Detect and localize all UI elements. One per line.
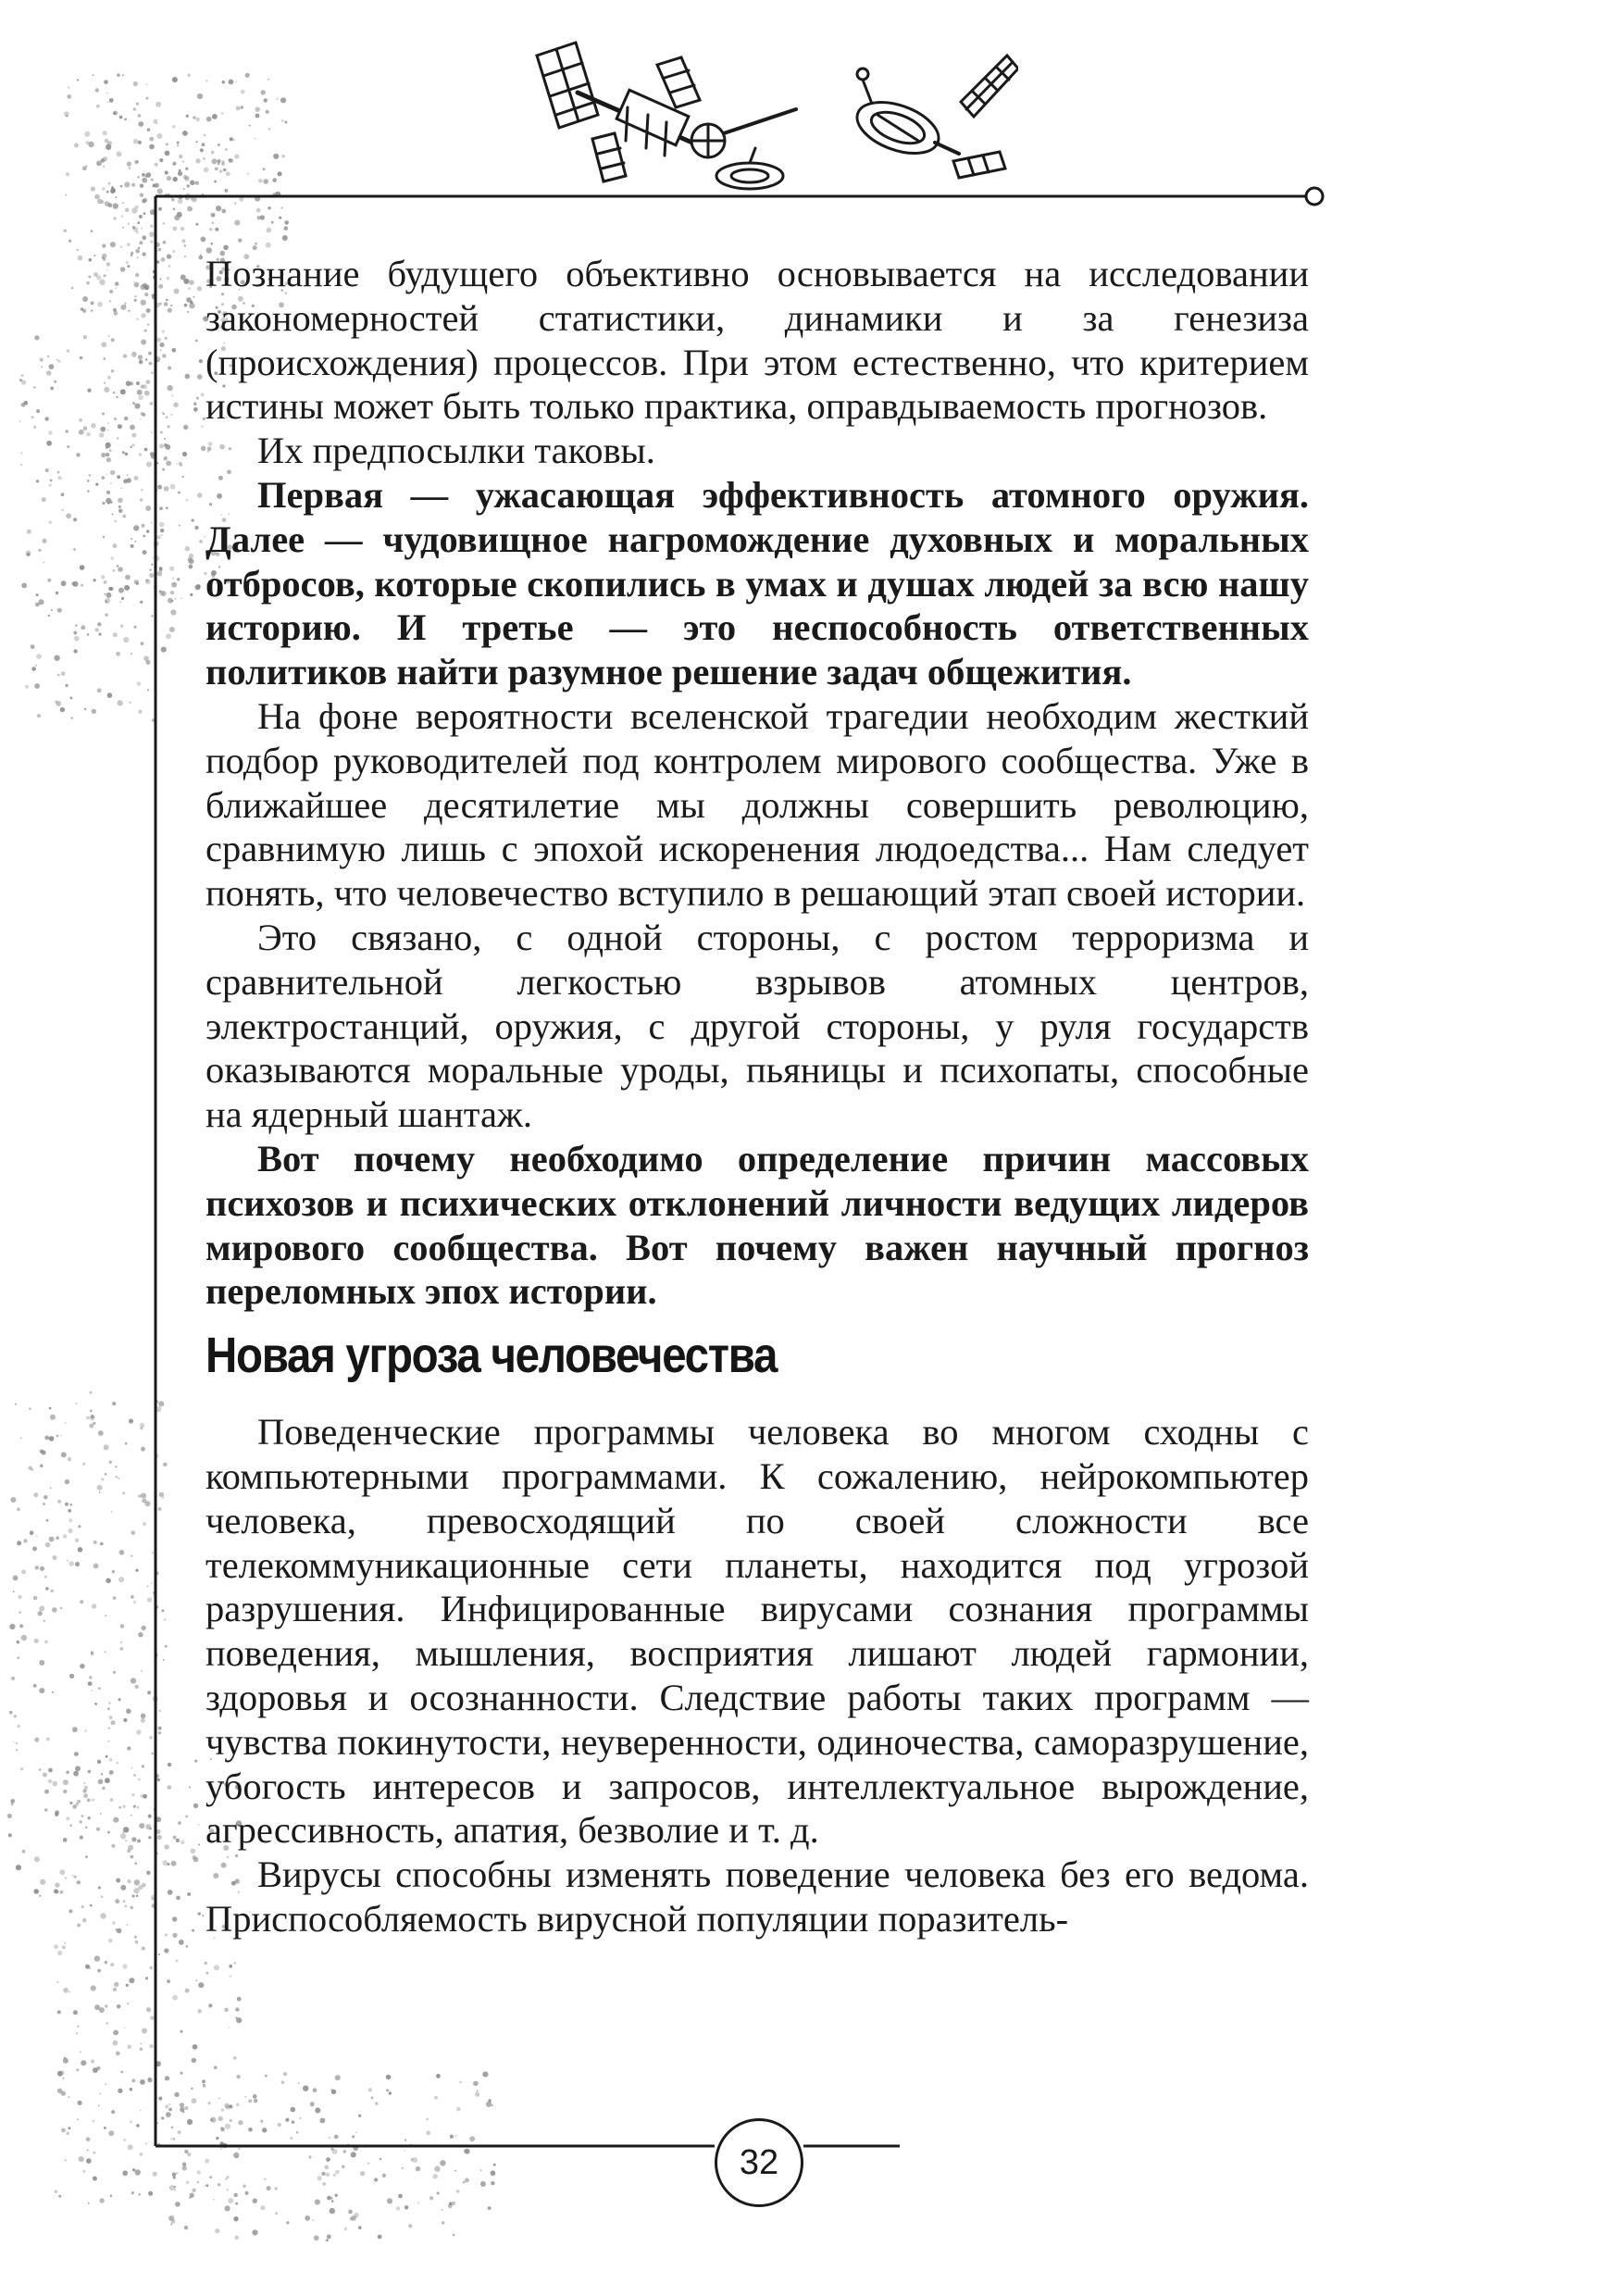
paragraph: Познание будущего объективно основывается на исследовании закономерностей статистики, динамики и за генезиза (происхождения) процессов. При этом естественно, что критерием истины может быть только практика, оправдываемость прогнозов. — [205, 253, 1309, 428]
paragraph: Их предпосылки таковы. — [257, 430, 655, 472]
paragraph: Это связано, с одной стороны, с ростом терроризма и сравнительной легкостью взрывов атомных центров, электростанций, оружия, с другой стороны, у руля государств оказываются моральные уроды, пьяницы и психопаты, способные на ядерный шантаж. — [205, 916, 1309, 1136]
paragraph: Поведенческие программы человека во многом сходны с компьютерными программами. К сожалению, нейрокомпьютер человека, превосходящий по своей сложности все телекоммуникационные сети планеты, находится под угрозой разрушения. Инфицированные вирусами сознания программы поведения, мышления, восприятия лишают людей гармонии, здоровья и осознанности. Следствие работы таких программ — чувства покинутости, неуверенности, одиночества, саморазрушение, убогость интересов и запросов, интеллектуальное вырождение, агрессивность, апатия, безволие и т. д. — [205, 1411, 1309, 1852]
article-body — [205, 252, 1309, 1941]
space-station-illustration — [518, 37, 1018, 199]
antenna-dish — [716, 148, 783, 189]
paragraph-bold: Первая — ужасающая эффективность атомного оружия. Далее — чудовищное нагромождение духовных и моральных отбросов, которые скопились в умах и душах людей за всю нашу историю. И третье — это неспособность ответственных политиков найти разумное решение задач общежития. — [205, 473, 1309, 693]
station-module-right — [851, 69, 959, 163]
solar-panel-right — [953, 56, 1018, 178]
paragraph: На фоне вероятности вселенской трагедии необходим жесткий подбор руководителей под контролем мирового сообщества. Уже в ближайшее десятилетие мы должны совершить революцию, сравнимую лишь с эпохой искоренения людоедства... Нам следует понять, что человечество вступило в решающий этап своей истории. — [205, 694, 1309, 915]
solar-panel-left — [537, 43, 598, 128]
paragraph: Вирусы способны изменять поведение человека без его ведома. Приспособляемость вирусной популяции поразитель- — [205, 1853, 1309, 1940]
section-heading: Новая угроза человечества — [205, 1328, 778, 1384]
page-number: 32 — [715, 2118, 803, 2207]
paragraph-bold: Вот почему необходимо определение причин массовых психозов и психических отклонений личности ведущих лидеров мирового сообщества. Вот почему важен научный прогноз переломных эпох истории. — [205, 1137, 1309, 1313]
